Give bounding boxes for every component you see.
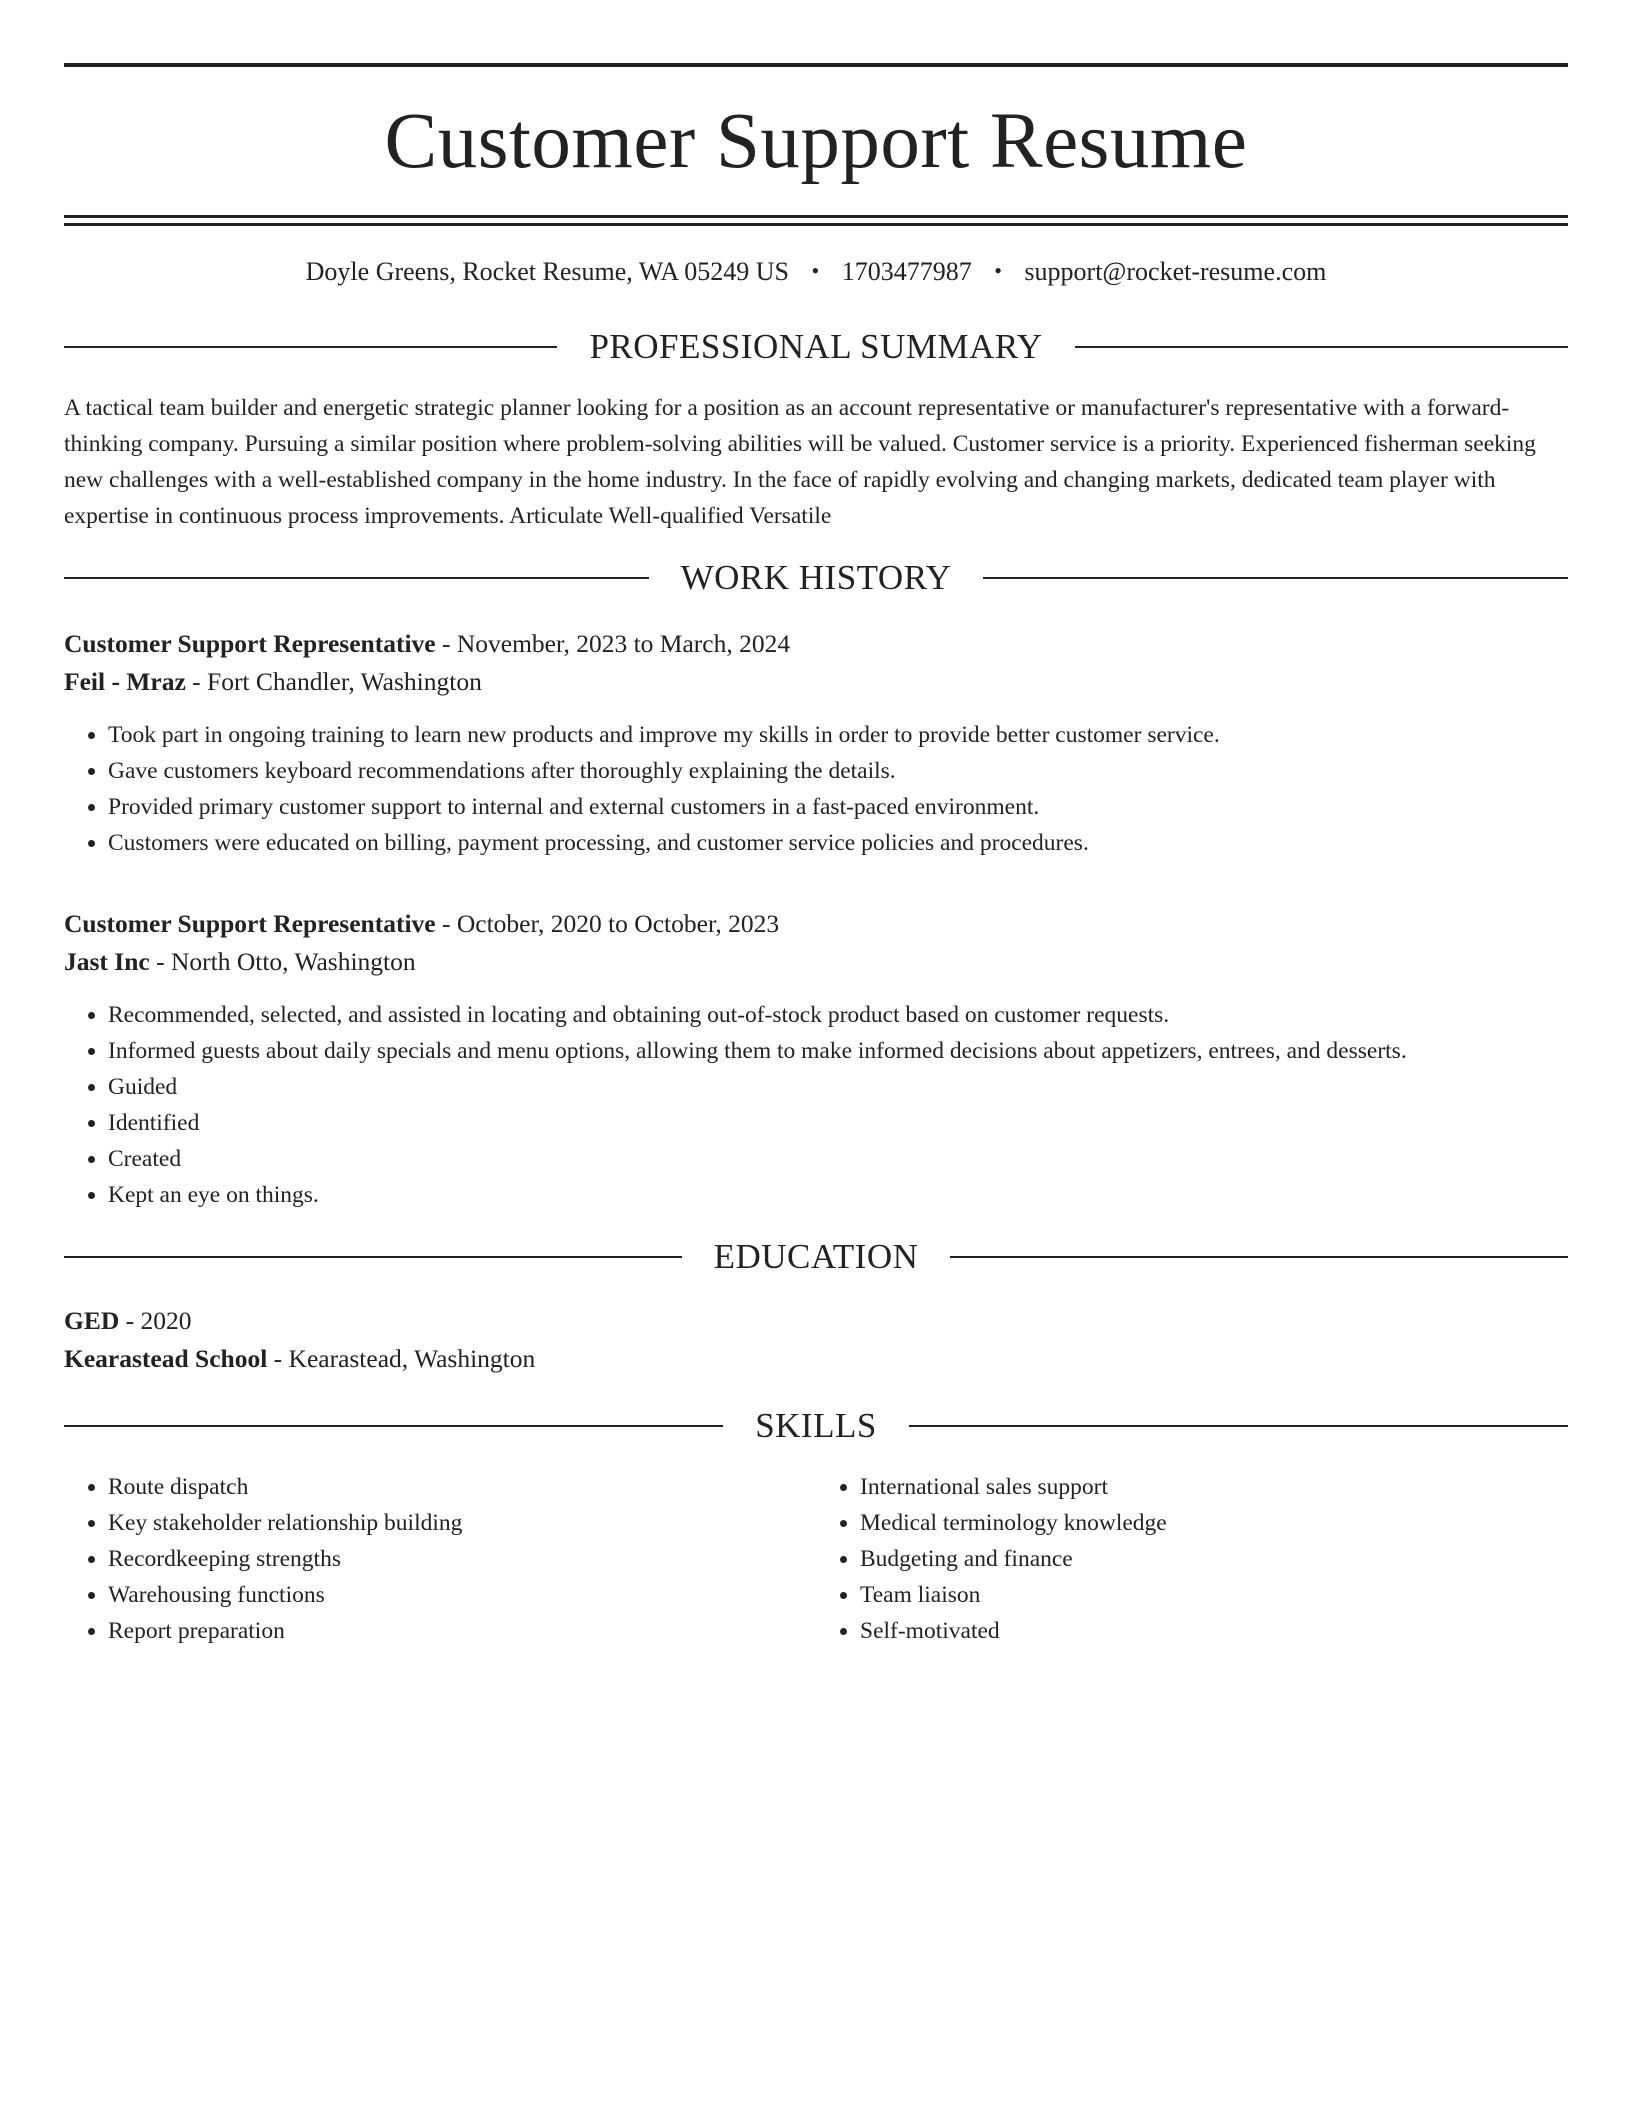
job-bullet: • Created bbox=[108, 1141, 1568, 1177]
contact-line bbox=[64, 256, 1568, 287]
skills-list bbox=[64, 1469, 1568, 1649]
skill-item: • Team liaison bbox=[860, 1577, 1568, 1613]
education-year: - 2020 bbox=[119, 1306, 192, 1336]
job-dates: - November, 2023 to March, 2024 bbox=[435, 629, 791, 659]
section-rule-right bbox=[909, 1425, 1568, 1427]
job-company: Jast Inc bbox=[64, 947, 150, 977]
resume-title: Customer Support Resume bbox=[384, 98, 1248, 185]
skill-item: • Medical terminology knowledge bbox=[860, 1505, 1568, 1541]
job-company-line bbox=[64, 663, 1568, 701]
section-rule-left bbox=[64, 346, 557, 348]
contact-email: support@rocket-resume.com bbox=[1024, 257, 1327, 286]
job-location: - North Otto, Washington bbox=[149, 947, 416, 977]
education-degree: GED bbox=[64, 1306, 120, 1336]
section-title: PROFESSIONAL SUMMARY bbox=[589, 327, 1043, 367]
skill-item: • Route dispatch bbox=[108, 1469, 816, 1505]
job-bullet: • Identified bbox=[108, 1105, 1568, 1141]
section-header-summary bbox=[64, 327, 1568, 367]
title-double-rule bbox=[64, 215, 1568, 226]
job-bullet: • Recommended, selected, and assisted in locating and obtaining out-of-stock product based on customer requests. bbox=[108, 997, 1568, 1033]
job-bullets bbox=[64, 997, 1568, 1213]
summary-paragraph: A tactical team builder and energetic strategic planner looking for a position as an account representative or manufacturer's representative with a forward-thinking company. Pursuing a similar position where problem-solving abilities will be valued. Customer service is a priority. Experienced fisherman seeking new challenges with a well-established company in the home industry. In the face of rapidly evolving and changing markets, dedicated team player with expertise in continuous process improvements. Articulate Well-qualified Versatile bbox=[64, 395, 1536, 530]
job-company: Feil - Mraz bbox=[64, 667, 186, 697]
section-title: WORK HISTORY bbox=[680, 558, 952, 598]
job-title: Customer Support Representative bbox=[64, 909, 436, 939]
education-degree-line bbox=[64, 1302, 1568, 1340]
job-entry bbox=[64, 625, 1568, 861]
job-location: - Fort Chandler, Washington bbox=[185, 667, 482, 697]
job-entry bbox=[64, 905, 1568, 1213]
contact-separator: • bbox=[994, 258, 1002, 283]
section-rule-right bbox=[1075, 346, 1568, 348]
education-school-line bbox=[64, 1340, 1568, 1378]
job-bullet: • Customers were educated on billing, payment processing, and customer service policies and procedures. bbox=[108, 825, 1568, 861]
job-bullet: • Informed guests about daily specials and menu options, allowing them to make informed decisions about appetizers, entrees, and desserts. bbox=[108, 1033, 1568, 1069]
job-bullet: • Took part in ongoing training to learn new products and improve my skills in order to provide better customer service. bbox=[108, 717, 1568, 753]
job-company-line bbox=[64, 943, 1568, 981]
section-title: SKILLS bbox=[755, 1406, 877, 1446]
skills-column-left bbox=[64, 1469, 816, 1649]
skill-item: • International sales support bbox=[860, 1469, 1568, 1505]
job-bullet: • Guided bbox=[108, 1069, 1568, 1105]
section-header-education bbox=[64, 1237, 1568, 1277]
top-rule bbox=[64, 63, 1568, 67]
skill-item: • Recordkeeping strengths bbox=[108, 1541, 816, 1577]
skill-item: • Report preparation bbox=[108, 1613, 816, 1649]
skill-item: • Key stakeholder relationship building bbox=[108, 1505, 816, 1541]
job-bullet: • Gave customers keyboard recommendations after thoroughly explaining the details. bbox=[108, 753, 1568, 789]
education-entry bbox=[64, 1302, 1568, 1378]
section-title: EDUCATION bbox=[713, 1237, 919, 1277]
education-location: - Kearastead, Washington bbox=[267, 1344, 536, 1374]
job-bullet: • Kept an eye on things. bbox=[108, 1177, 1568, 1213]
skill-item: • Budgeting and finance bbox=[860, 1541, 1568, 1577]
section-rule-left bbox=[64, 577, 649, 579]
skills-column-right bbox=[816, 1469, 1568, 1649]
section-rule-left bbox=[64, 1256, 682, 1258]
section-rule-right bbox=[950, 1256, 1568, 1258]
section-header-skills bbox=[64, 1406, 1568, 1446]
section-rule-left bbox=[64, 1425, 723, 1427]
section-rule-right bbox=[983, 577, 1568, 579]
contact-phone: 1703477987 bbox=[841, 257, 972, 286]
contact-separator: • bbox=[811, 258, 820, 283]
skill-item: • Self-motivated bbox=[860, 1613, 1568, 1649]
job-title-line bbox=[64, 905, 1568, 943]
education-school: Kearastead School bbox=[64, 1344, 268, 1374]
job-bullet: • Provided primary customer support to internal and external customers in a fast-paced environment. bbox=[108, 789, 1568, 825]
job-dates: - October, 2020 to October, 2023 bbox=[435, 909, 780, 939]
job-bullets bbox=[64, 717, 1568, 861]
job-title-line bbox=[64, 625, 1568, 663]
contact-address: Doyle Greens, Rocket Resume, WA 05249 US bbox=[305, 257, 790, 286]
section-header-work-history bbox=[64, 558, 1568, 598]
skill-item: • Warehousing functions bbox=[108, 1577, 816, 1613]
job-title: Customer Support Representative bbox=[64, 629, 436, 659]
